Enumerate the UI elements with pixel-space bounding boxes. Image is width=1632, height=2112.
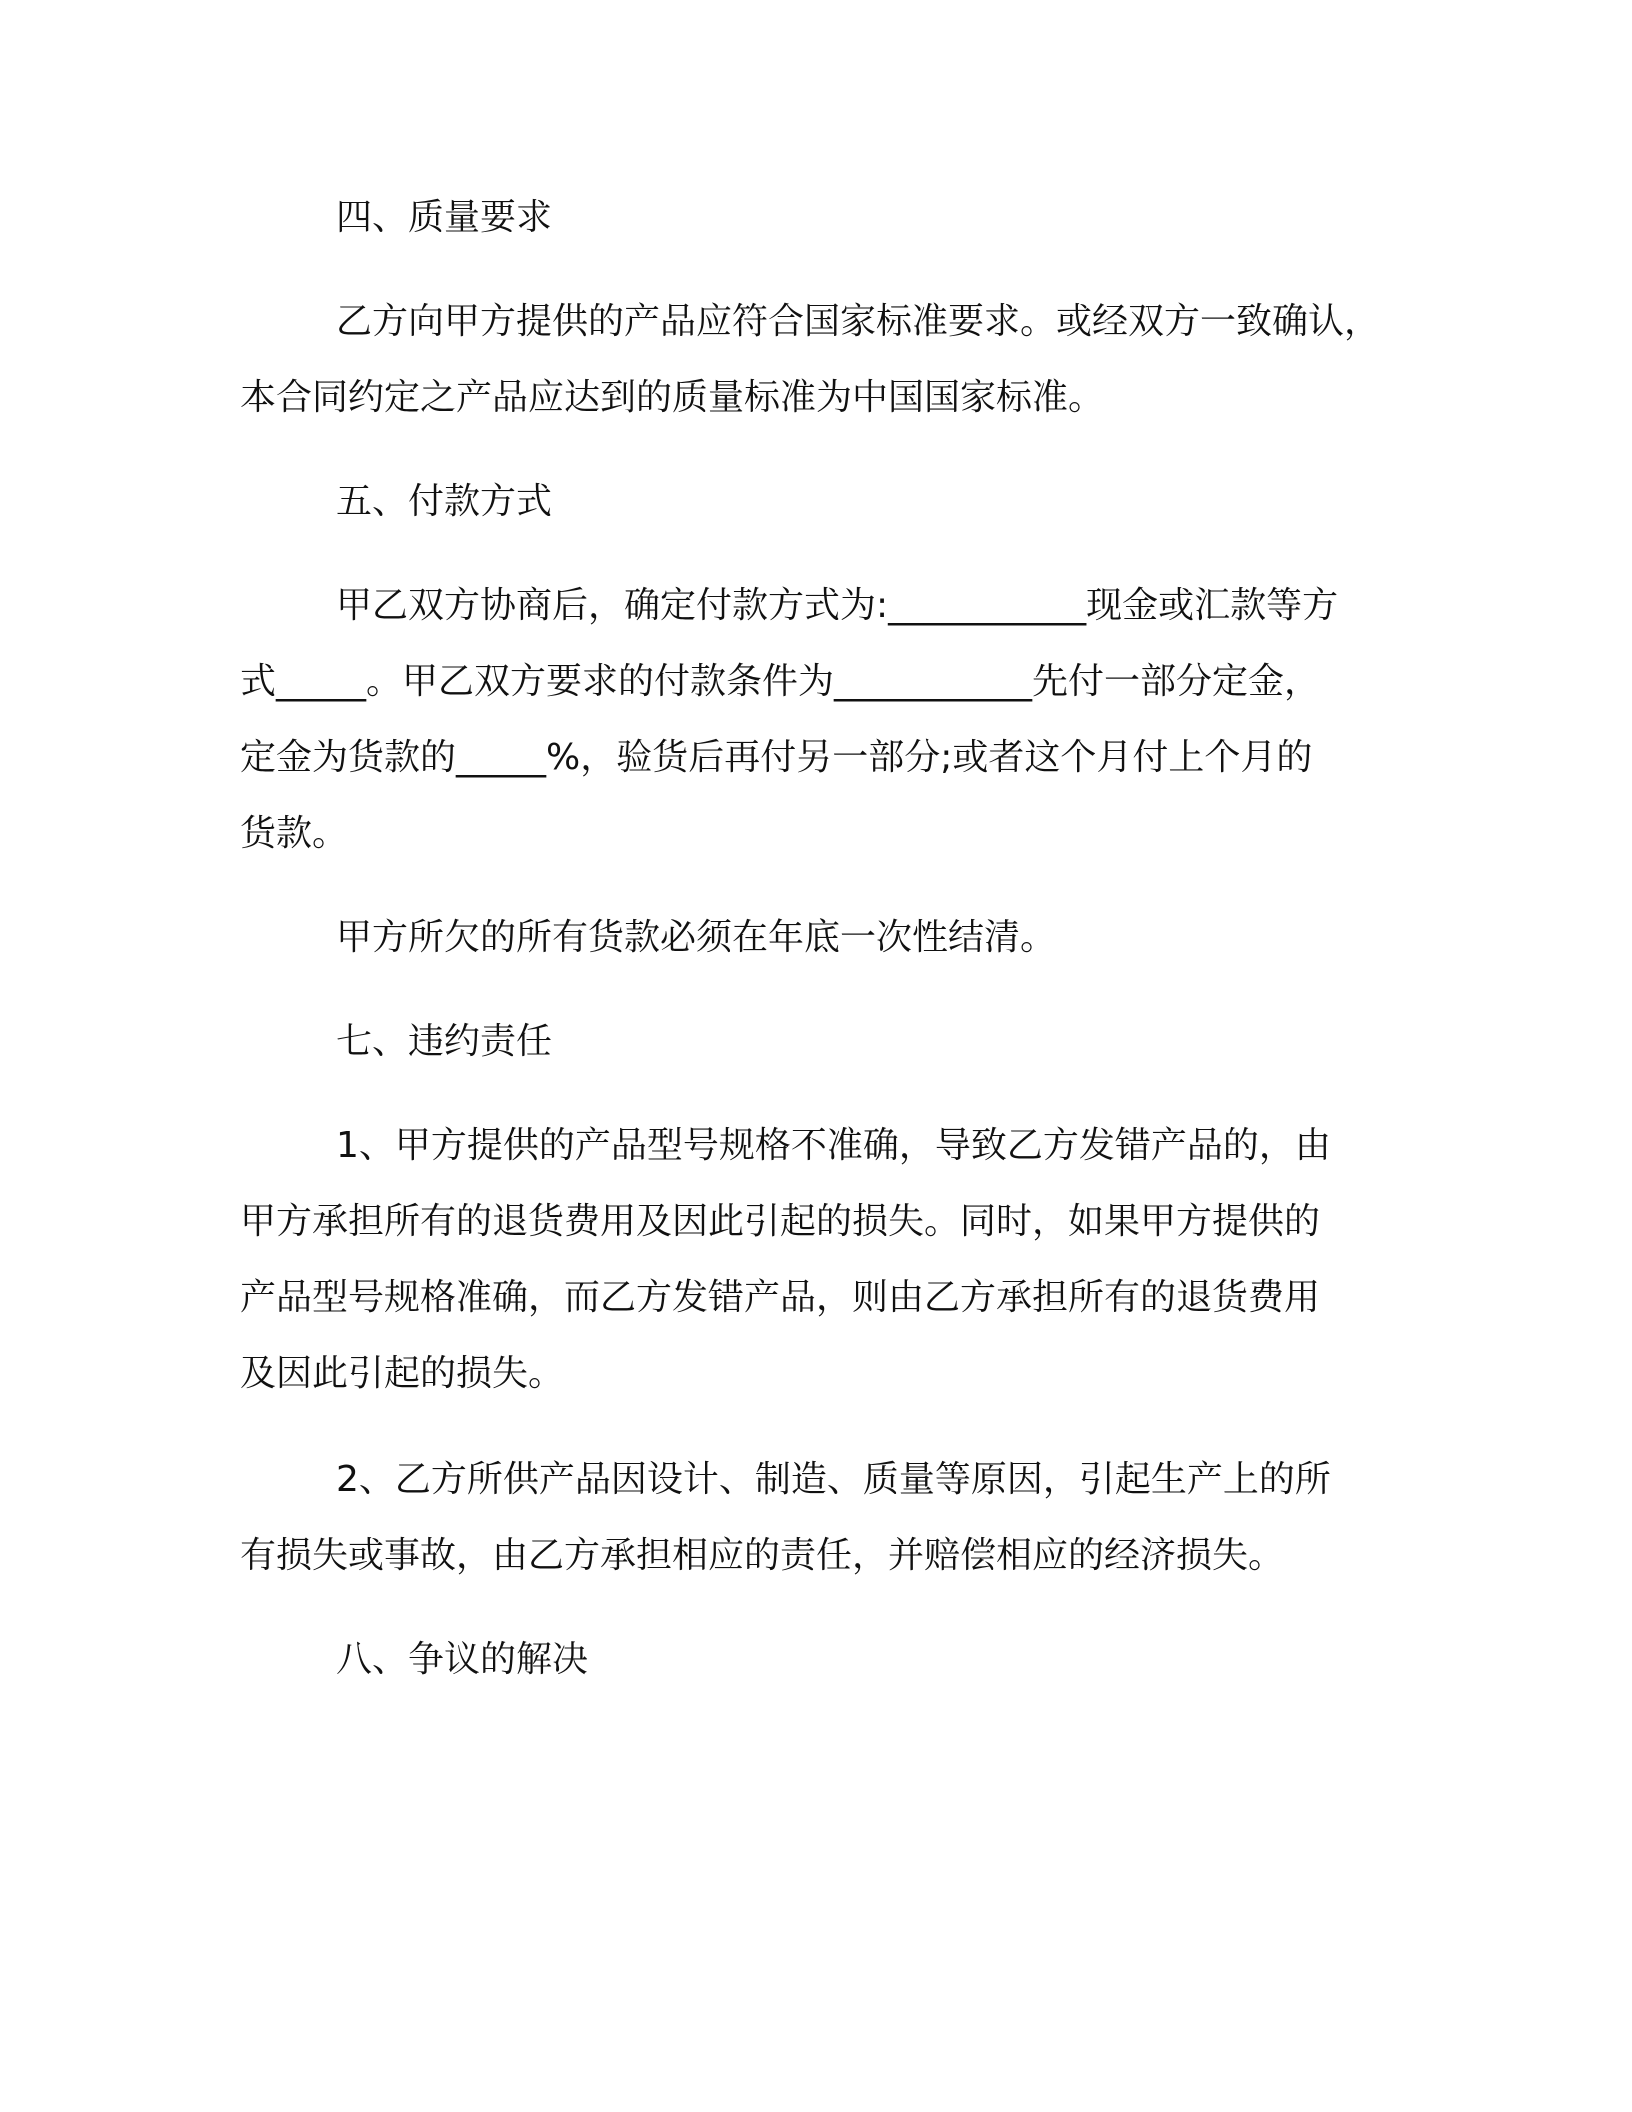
section-heading-quality: 四、质量要求 (336, 197, 553, 238)
text-line: 本合同约定之产品应达到的质量标准为中国国家标准。 (240, 377, 1105, 418)
text-line: 乙方向甲方提供的产品应符合国家标准要求。或经双方一致确认， (336, 301, 1381, 342)
text-line: 及因此引起的损失。 (240, 1353, 565, 1394)
text-line: 甲方承担所有的退货费用及因此引起的损失。同时，如果甲方提供的 (240, 1201, 1321, 1242)
text-line: 甲乙双方协商后，确定付款方式为:___________现金或汇款等方 (336, 585, 1339, 626)
section-heading-payment: 五、付款方式 (336, 481, 553, 522)
text-line: 甲方所欠的所有货款必须在年底一次性结清。 (336, 917, 1057, 958)
text-line: 2、乙方所供产品因设计、制造、质量等原因，引起生产上的所 (336, 1459, 1331, 1500)
text-line: 货款。 (240, 813, 349, 854)
paragraph-payment-settlement (240, 900, 1400, 976)
paragraph-liability-1 (240, 1108, 1400, 1412)
section-heading-liability: 七、违约责任 (336, 1021, 553, 1062)
text-line: 产品型号规格准确，而乙方发错产品，则由乙方承担所有的退货费用 (240, 1277, 1321, 1318)
text-line: 1、甲方提供的产品型号规格不准确，导致乙方发错产品的，由 (336, 1125, 1331, 1166)
paragraph-quality (240, 284, 1400, 436)
section-heading-dispute: 八、争议的解决 (336, 1639, 589, 1680)
text-line: 有损失或事故，由乙方承担相应的责任，并赔偿相应的经济损失。 (240, 1535, 1285, 1576)
paragraph-payment-terms (240, 568, 1400, 872)
document-body (240, 180, 1400, 1698)
text-line: 式_____。甲乙双方要求的付款条件为___________先付一部分定金， (240, 661, 1321, 702)
paragraph-liability-2 (240, 1442, 1400, 1594)
text-line: 定金为货款的_____%，验货后再付另一部分;或者这个月付上个月的 (240, 737, 1313, 778)
